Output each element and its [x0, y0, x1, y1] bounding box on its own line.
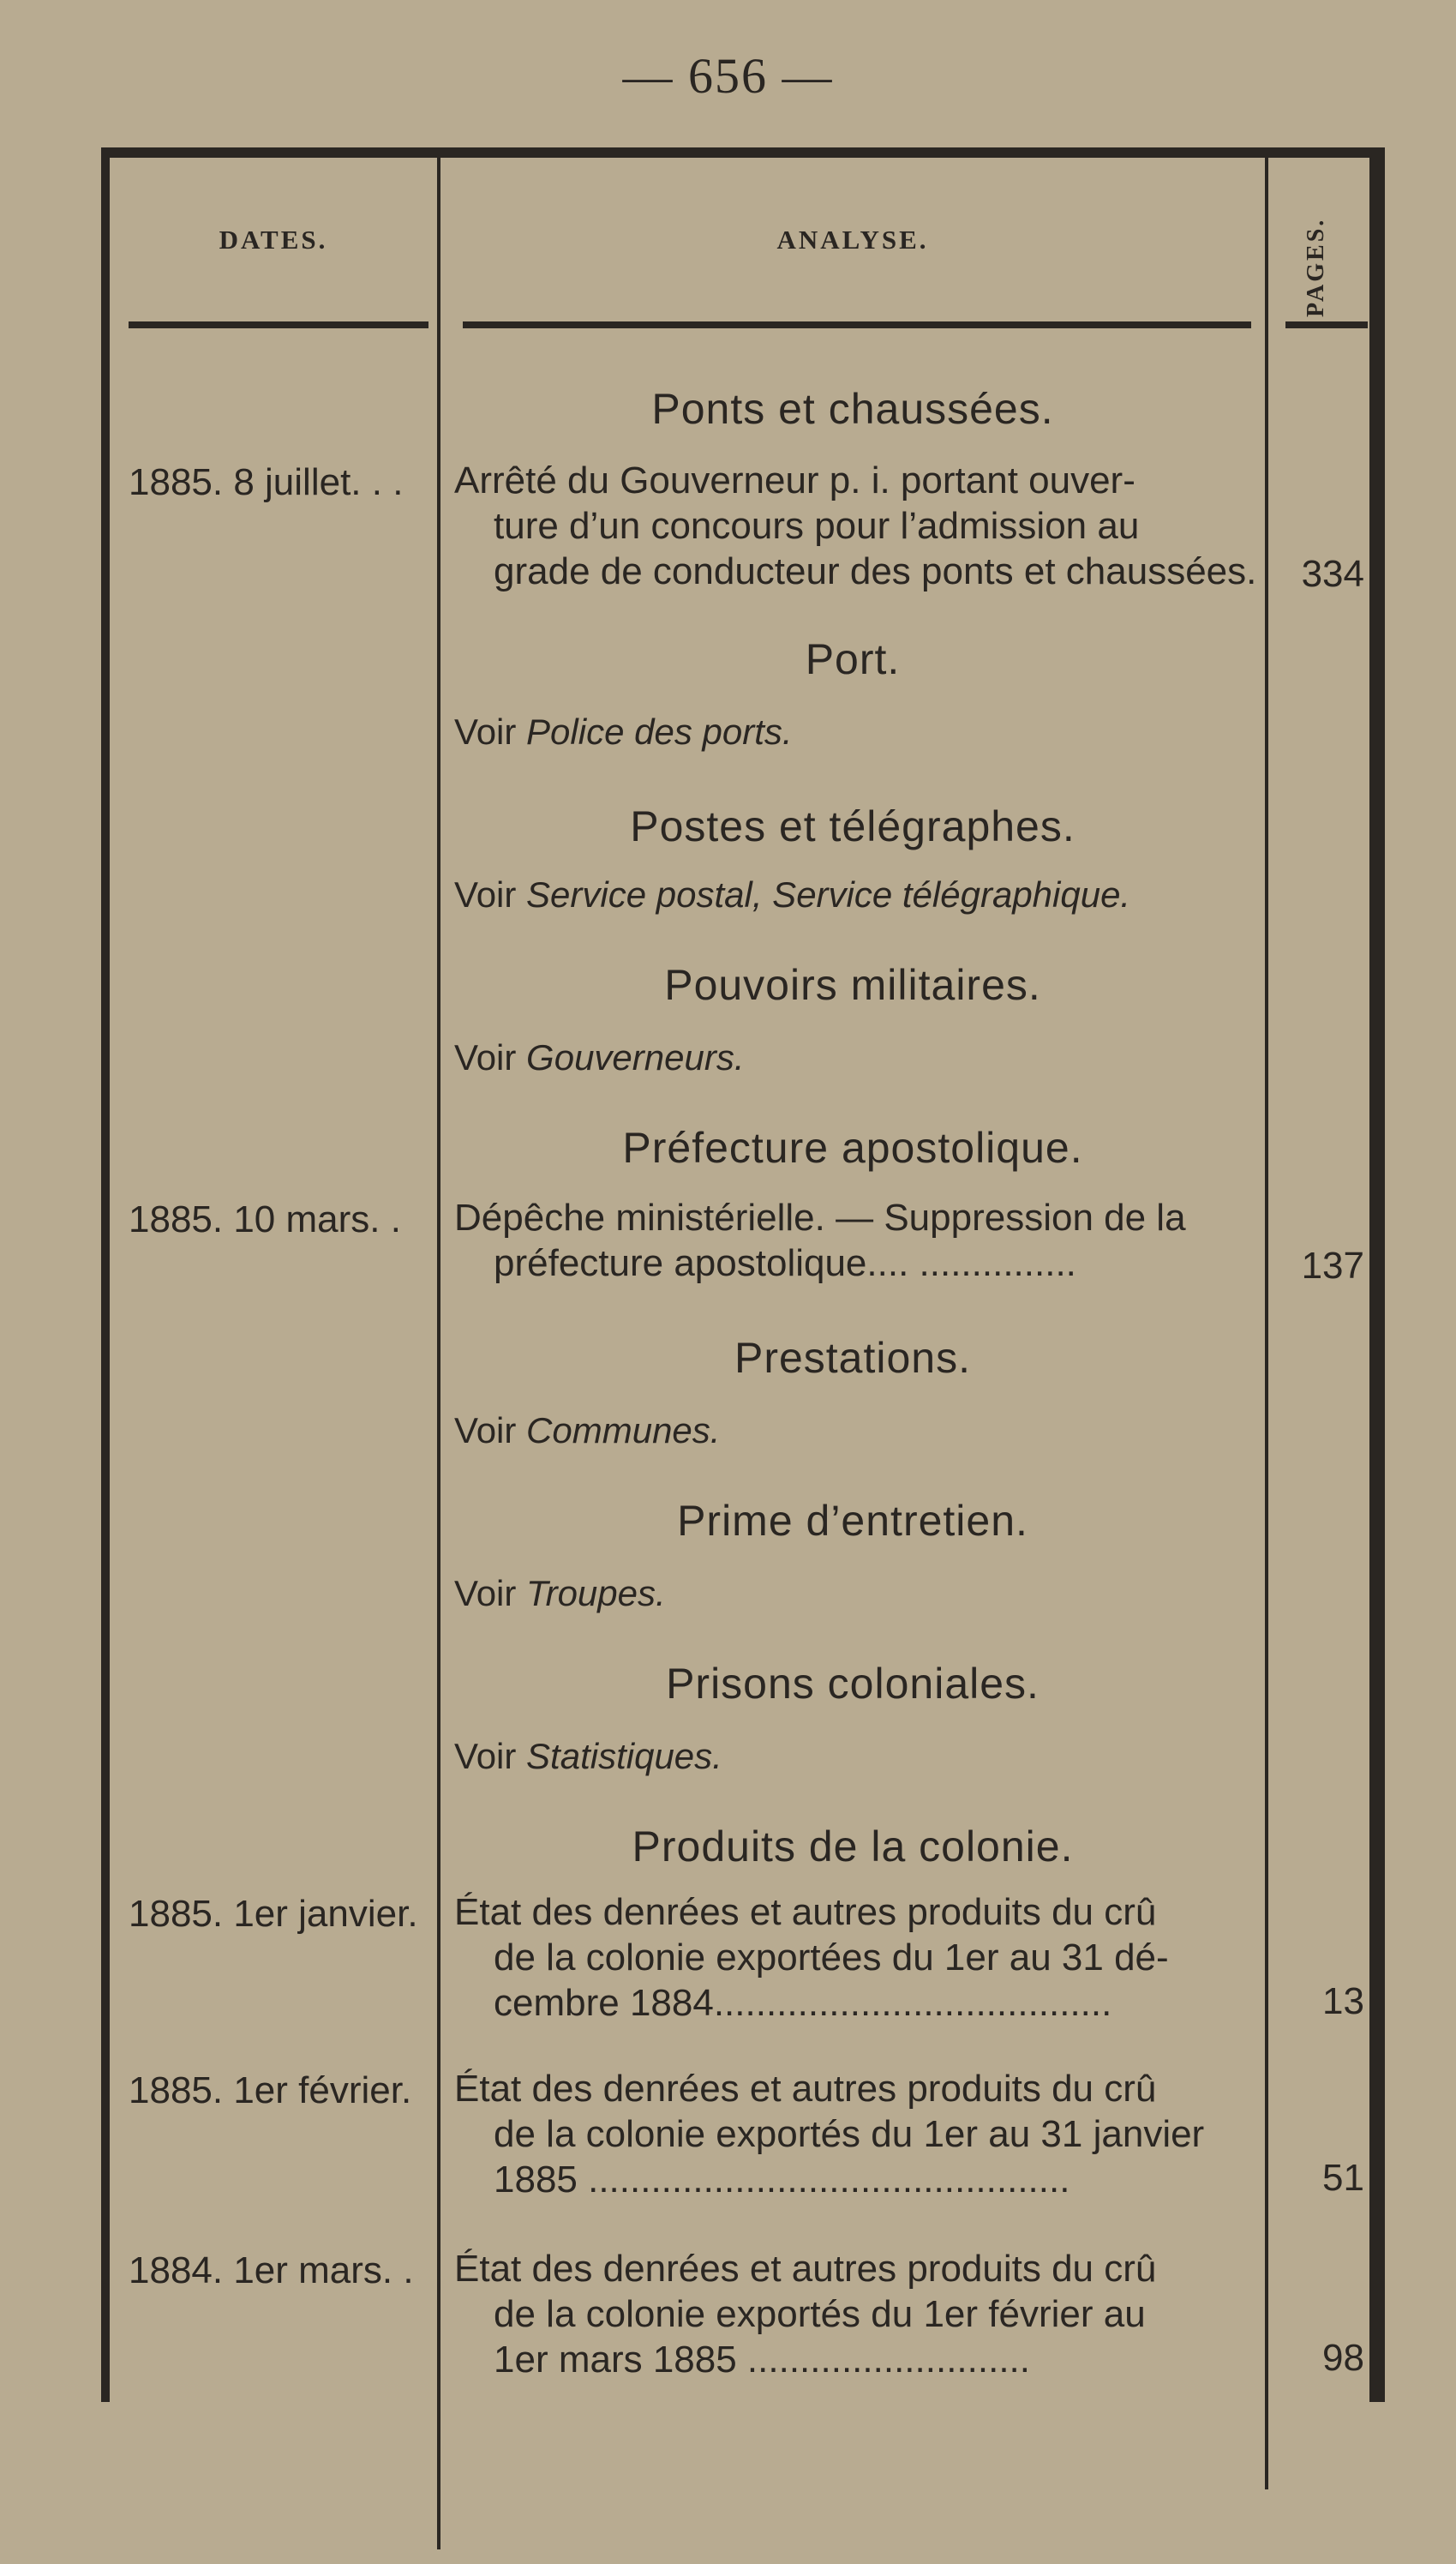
see-also-ref: Police des ports.	[526, 712, 793, 752]
section-title: Port.	[805, 635, 901, 683]
page-number: — 656 —	[622, 48, 834, 104]
entry-line: État des denrées et autres produits du crû	[454, 1891, 1157, 1933]
entry-date: 1885. 8 juillet. . .	[129, 461, 404, 503]
entry-line: préfecture apostolique.... ...............	[494, 1242, 1076, 1284]
section-title: Prime d’entretien.	[677, 1497, 1028, 1545]
section-title: Pouvoirs militaires.	[664, 961, 1041, 1009]
table-left-border	[101, 147, 110, 2402]
section-title: Prisons coloniales.	[666, 1660, 1040, 1708]
see-also	[454, 1037, 745, 1078]
entry-page: 13	[1322, 1980, 1364, 2022]
entry-line: État des denrées et autres produits du crû	[454, 2248, 1157, 2290]
table-right-border	[1369, 147, 1385, 2402]
entry-text	[454, 2066, 1265, 2202]
entry-date: 1885. 1er janvier.	[129, 1893, 418, 1935]
section-title: Ponts et chaussées.	[651, 385, 1054, 433]
see-also-prefix: Voir	[454, 712, 517, 752]
header-analyse: ANALYSE.	[776, 225, 929, 255]
see-also	[454, 1410, 720, 1451]
see-also-prefix: Voir	[454, 874, 517, 915]
header-pages: PAGES.	[1303, 217, 1329, 317]
entry-text	[454, 1195, 1265, 1286]
entry-line: Dépêche ministérielle. — Suppression de la	[454, 1197, 1186, 1239]
entry-line: grade de conducteur des ponts et chaussées.	[494, 550, 1257, 592]
header-rule-dates	[129, 321, 428, 328]
see-also-ref: Service postal, Service télégraphique.	[526, 874, 1131, 915]
header-rule-pages	[1285, 321, 1368, 328]
entry-date: 1885. 10 mars. .	[129, 1198, 401, 1240]
entry-page: 98	[1322, 2337, 1364, 2379]
entry-text	[454, 1889, 1265, 2026]
entry-date: 1885. 1er février.	[129, 2069, 412, 2111]
entry-line: ture d’un concours pour l’admission au	[494, 505, 1140, 547]
entry-text	[454, 2246, 1265, 2382]
see-also-prefix: Voir	[454, 1573, 517, 1613]
entry-page: 334	[1301, 553, 1364, 595]
entry-line: de la colonie exportés du 1er au 31 janvier	[494, 2113, 1205, 2155]
section-title: Produits de la colonie.	[632, 1822, 1074, 1870]
see-also-prefix: Voir	[454, 1037, 517, 1078]
section-title: Prestations.	[734, 1334, 971, 1382]
table-top-rule	[101, 147, 1385, 158]
entry-page: 51	[1322, 2157, 1364, 2199]
see-also	[454, 712, 793, 753]
header-dates: DATES.	[219, 225, 328, 255]
see-also	[454, 874, 1130, 916]
see-also	[454, 1736, 722, 1777]
entry-line: Arrêté du Gouverneur p. i. portant ouver-	[454, 459, 1135, 501]
see-also-prefix: Voir	[454, 1410, 517, 1450]
see-also-ref: Communes.	[526, 1410, 721, 1450]
header-rule-analyse	[463, 321, 1251, 328]
entry-page: 137	[1301, 1245, 1364, 1287]
entry-line: de la colonie exportés du 1er février au	[494, 2293, 1146, 2335]
entry-text	[454, 458, 1265, 594]
entry-line: de la colonie exportées du 1er au 31 dé-	[494, 1937, 1169, 1979]
entry-line: État des denrées et autres produits du crû	[454, 2068, 1157, 2110]
entry-line: 1885 ..............................................	[494, 2159, 1070, 2201]
see-also-ref: Gouverneurs.	[526, 1037, 745, 1078]
entry-line: cembre 1884......................................	[494, 1982, 1112, 2024]
section-title: Préfecture apostolique.	[622, 1124, 1083, 1172]
entry-date: 1884. 1er mars. .	[129, 2249, 414, 2291]
see-also-ref: Troupes.	[526, 1573, 666, 1613]
see-also	[454, 1573, 666, 1614]
see-also-ref: Statistiques.	[526, 1736, 722, 1776]
see-also-prefix: Voir	[454, 1736, 517, 1776]
column-divider-pages	[1265, 158, 1268, 2489]
section-title: Postes et télégraphes.	[630, 802, 1076, 850]
entry-line: 1er mars 1885 ...........................	[494, 2339, 1030, 2381]
